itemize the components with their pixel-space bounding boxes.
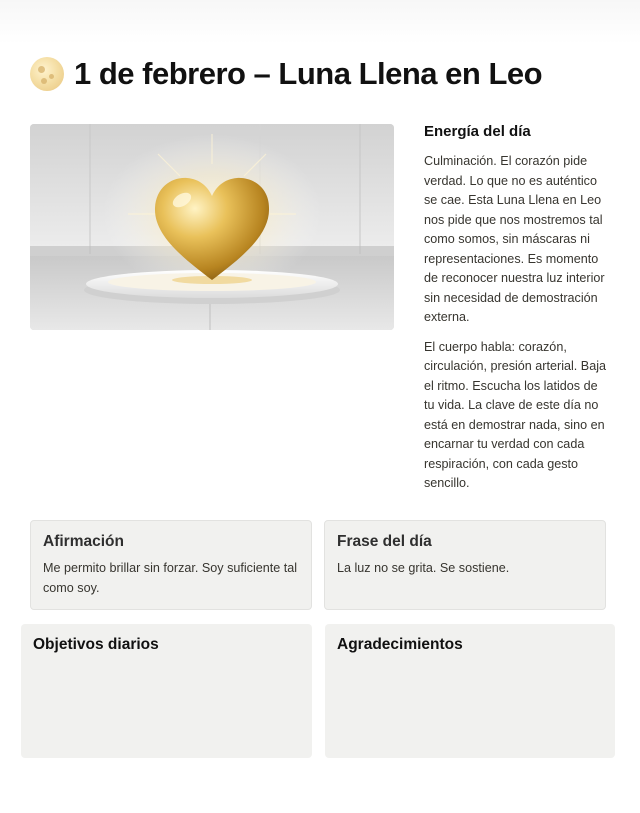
affirmation-text: Me permito brillar sin forzar. Soy suficiente tal como soy. <box>43 561 298 595</box>
energy-section <box>424 123 609 504</box>
phrase-title: Frase del día <box>337 533 432 550</box>
energy-paragraph-1: Culminación. El corazón pide verdad. Lo que no es auténtico se cae. Esta Luna Llena en Leo nos pide que nos mostremos tal como somos, sin máscaras ni representaciones. Es momento de reconocer nuestra luz interior sin necesidad de demostración externa. <box>424 154 605 324</box>
top-bar <box>0 0 640 44</box>
page-header <box>30 55 542 93</box>
energy-paragraph-2: El cuerpo habla: corazón, circulación, presión arterial. Baja el ritmo. Escucha los latidos de tu vida. La clave de este día no está en demostrar nada, sino en encarnar tu verdad con cada respiración, con cada gesto sencillo. <box>424 339 606 490</box>
golden-heart-image <box>30 124 394 330</box>
daily-goals-title: Objetivos diarios <box>33 636 159 653</box>
phrase-card <box>324 520 606 610</box>
daily-goals-card[interactable] <box>21 624 312 758</box>
full-moon-icon <box>30 57 64 91</box>
affirmation-card <box>30 520 312 610</box>
phrase-text: La luz no se grita. Se sostiene. <box>337 561 510 575</box>
energy-title: Energía del día <box>424 123 531 140</box>
gratitude-card[interactable] <box>325 624 615 758</box>
gratitude-title: Agradecimientos <box>337 636 463 653</box>
page-title: 1 de febrero – Luna Llena en Leo <box>74 56 543 91</box>
affirmation-title: Afirmación <box>43 533 124 550</box>
